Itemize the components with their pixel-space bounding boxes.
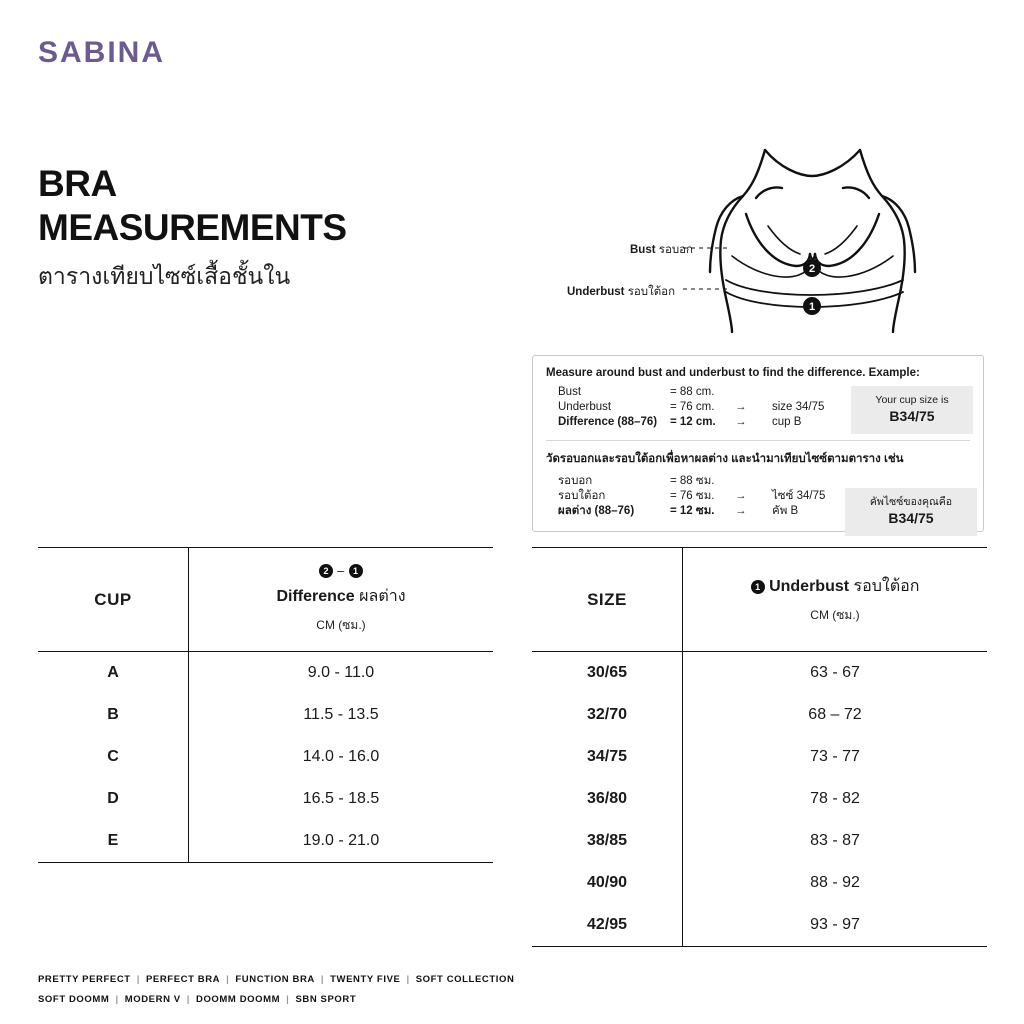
example-row (558, 474, 970, 489)
size-cell: 40/90 (586, 874, 628, 891)
illustration-underbust-label (567, 283, 675, 301)
footer-collection: MODERN V (124, 994, 181, 1005)
table-row (38, 652, 493, 694)
brand-logo: SABINA (38, 36, 166, 69)
underbust-unit: CM (ซม.) (810, 608, 860, 622)
cup-cell: A (107, 664, 119, 681)
bra-measurement-illustration (560, 140, 1000, 340)
cup-difference-table (38, 547, 493, 863)
example-heading-en: Measure around bust and underbust to find the difference. Example: (546, 367, 920, 379)
illustration-bust-label-th: รอบอก (658, 244, 694, 256)
underbust-cell: 93 - 97 (682, 904, 987, 946)
size-underbust-table (532, 547, 987, 947)
example-row-value: = 12 ซม. (670, 505, 715, 517)
size-cell: 38/85 (586, 832, 628, 849)
cup-callout-value: B34/75 (889, 408, 935, 425)
table-row (532, 904, 987, 946)
underbust-title-en: Underbust (769, 578, 850, 595)
marker-1-icon: 1 (349, 564, 363, 578)
difference-formula (319, 564, 362, 578)
difference-title (276, 584, 405, 609)
svg-text:2: 2 (808, 263, 816, 275)
example-row-value: = 12 cm. (670, 416, 716, 428)
difference-unit: CM (ซม.) (316, 618, 366, 632)
example-row-label: รอบอก (558, 475, 593, 487)
underbust-cell: 88 - 92 (682, 862, 987, 904)
underbust-cell: 63 - 67 (682, 652, 987, 694)
difference-title-th: ผลต่าง (359, 588, 406, 605)
table-row (38, 736, 493, 778)
example-heading-th: วัดรอบอกและรอบใต้อกเพื่อหาผลต่าง และนำมาเทียบไซซ์ตามตาราง เช่น (546, 453, 904, 465)
footer-collection: SOFT DOOMM (38, 994, 110, 1005)
underbust-cell: 78 - 82 (682, 778, 987, 820)
size-cell: 34/75 (586, 748, 628, 765)
example-row-value: = 76 cm. (670, 401, 715, 413)
size-cell: 42/95 (586, 916, 628, 933)
illustration-bust-label-en: Bust (630, 244, 656, 256)
size-table-body (532, 652, 987, 947)
example-row-arrow (732, 474, 772, 489)
example-row-arrow: → (735, 401, 747, 413)
footer-collection: SBN SPORT (295, 994, 357, 1005)
marker-bust-2 (803, 259, 821, 277)
underbust-cell: 68 – 72 (682, 694, 987, 736)
table-row (38, 778, 493, 820)
size-table-header-size (532, 548, 682, 651)
example-row-arrow (732, 385, 772, 400)
cup-table-header-cup-label: CUP (94, 589, 132, 609)
cup-table-header (38, 547, 493, 652)
footer-collection: DOOMM DOOMM (195, 994, 281, 1005)
cup-cell: B (107, 706, 119, 723)
cup-cell: C (107, 748, 119, 765)
cup-size-callout-th (845, 488, 977, 536)
table-row (38, 820, 493, 862)
size-cell: 30/65 (586, 664, 628, 681)
illustration-bust-label (630, 241, 693, 259)
example-row-label: Underbust (558, 401, 612, 413)
brand-collection-footer (38, 970, 514, 1010)
difference-cell: 11.5 - 13.5 (188, 694, 493, 736)
page-title (38, 162, 478, 249)
torso-diagram-icon (560, 140, 1000, 340)
size-table-header-underbust (682, 548, 987, 651)
example-row-label: Bust (558, 386, 582, 398)
cup-cell: E (107, 832, 119, 849)
example-row-result: คัพ B (772, 505, 799, 517)
example-row-value: = 88 cm. (670, 386, 715, 398)
example-row-value: = 88 ซม. (670, 475, 715, 487)
footer-collection: PERFECT BRA (145, 974, 221, 985)
measurement-example-box (532, 355, 984, 532)
difference-title-en: Difference (276, 588, 355, 605)
example-row-label: Difference (88–76) (558, 416, 658, 428)
cup-callout-caption: Your cup size is (875, 394, 949, 406)
cup-callout-value: B34/75 (888, 510, 934, 527)
size-table-header (532, 547, 987, 652)
size-cell: 32/70 (586, 706, 628, 723)
underbust-cell: 83 - 87 (682, 820, 987, 862)
footer-line-2: SOFT DOOMM | MODERN V | DOOMM DOOMM | SBN SPORT (38, 994, 357, 1005)
example-divider (546, 440, 970, 441)
example-row-arrow: → (735, 505, 747, 517)
size-cell: 36/80 (586, 790, 628, 807)
footer-collection: PRETTY PERFECT (38, 974, 131, 985)
example-row-value: = 76 ซม. (670, 490, 715, 502)
table-row (38, 694, 493, 736)
cup-size-callout-en (851, 386, 973, 434)
cup-table-body (38, 652, 493, 863)
cup-table-header-difference (188, 548, 493, 651)
cup-callout-caption: คัพไซซ์ของคุณคือ (869, 496, 953, 508)
illustration-underbust-label-th: รอบใต้อก (627, 286, 676, 298)
difference-cell: 9.0 - 11.0 (188, 652, 493, 694)
difference-cell: 14.0 - 16.0 (188, 736, 493, 778)
table-row (532, 778, 987, 820)
page-title-line2: MEASUREMENTS (38, 206, 347, 248)
example-row-label: รอบใต้อก (558, 490, 606, 502)
example-row-result (772, 474, 970, 489)
example-row-label: ผลต่าง (88–76) (558, 505, 635, 517)
page-subtitle: ตารางเทียบไซซ์เสื้อชั้นใน (38, 263, 291, 290)
marker-2-icon: 2 (319, 564, 333, 578)
example-row-arrow: → (735, 490, 747, 502)
example-row-arrow: → (735, 416, 747, 428)
example-row-result: ไซซ์ 34/75 (772, 490, 826, 502)
title-block (38, 162, 478, 295)
footer-collection: FUNCTION BRA (235, 974, 315, 985)
underbust-title-th: รอบใต้อก (853, 578, 920, 595)
page-title-line1: BRA (38, 163, 117, 204)
cup-cell: D (107, 790, 119, 807)
svg-text:1: 1 (808, 301, 816, 313)
difference-formula-operator: – (337, 564, 345, 578)
table-row (532, 736, 987, 778)
difference-cell: 19.0 - 21.0 (188, 820, 493, 862)
cup-table-header-cup (38, 548, 188, 651)
example-row-result: cup B (772, 416, 802, 428)
table-row (532, 862, 987, 904)
underbust-title (751, 574, 920, 599)
example-row-result: size 34/75 (772, 401, 825, 413)
footer-line-1: PRETTY PERFECT | PERFECT BRA | FUNCTION BRA | TWENTY FIVE | SOFT COLLECTION (38, 974, 515, 985)
table-row (532, 652, 987, 694)
table-row (532, 820, 987, 862)
size-table-header-size-label: SIZE (587, 589, 627, 609)
marker-1-icon: 1 (751, 580, 765, 594)
illustration-underbust-label-en: Underbust (567, 286, 625, 298)
table-row (532, 694, 987, 736)
marker-underbust-1 (803, 297, 821, 315)
difference-cell: 16.5 - 18.5 (188, 778, 493, 820)
footer-collection: SOFT COLLECTION (415, 974, 515, 985)
footer-collection: TWENTY FIVE (330, 974, 401, 985)
underbust-cell: 73 - 77 (682, 736, 987, 778)
